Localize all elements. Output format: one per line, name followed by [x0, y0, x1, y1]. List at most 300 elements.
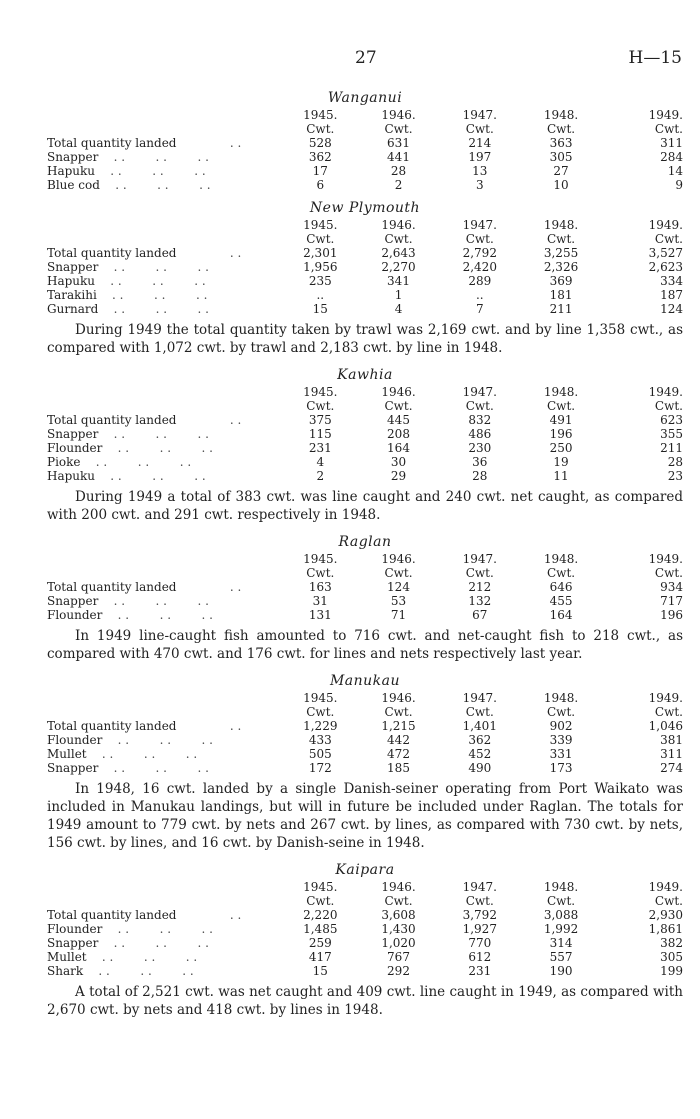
- table-row: [47, 747, 683, 761]
- table-cell: 185: [387, 761, 410, 775]
- table-cell: 3,088: [543, 908, 579, 922]
- table-cell: 2: [316, 469, 325, 483]
- row-label-text: Flounder: [47, 922, 103, 936]
- table-row: [47, 136, 683, 150]
- table-cell: 442: [387, 733, 410, 747]
- table-row: [47, 302, 683, 316]
- row-label-text: Snapper: [47, 936, 99, 950]
- unit-header: Cwt.: [654, 894, 683, 908]
- row-label: [47, 908, 283, 922]
- table-cell: 646: [549, 580, 573, 594]
- leader-dots: . .: [176, 719, 242, 733]
- year-header: 1945.: [303, 218, 338, 232]
- unit-header: Cwt.: [654, 232, 683, 246]
- year-header: 1945.: [303, 880, 338, 894]
- table-row: [47, 580, 683, 594]
- table-cell: 2,930: [648, 908, 683, 922]
- section-title: Kaipara: [335, 862, 395, 878]
- table-cell: 334: [660, 274, 683, 288]
- table-cell: 231: [308, 441, 332, 455]
- row-label-text: Shark: [47, 964, 84, 978]
- year-header-row: [47, 108, 683, 122]
- leader-dots: . .: [176, 908, 242, 922]
- year-header: 1947.: [462, 552, 497, 566]
- unit-header: Cwt.: [306, 894, 335, 908]
- row-label: [47, 608, 283, 622]
- unit-header: Cwt.: [546, 705, 576, 719]
- table-cell: 505: [308, 747, 332, 761]
- year-header: 1949.: [648, 108, 683, 122]
- section-note: A total of 2,521 cwt. was net caught and 409 cwt. line caught in 1949, as compared with 2,670 cwt. by nets and 418 cwt. by lines in 1948.: [47, 984, 683, 1018]
- table-cell: 486: [468, 427, 492, 441]
- year-header: 1946.: [381, 880, 416, 894]
- table-cell: 181: [549, 288, 573, 302]
- table-cell: 1,430: [381, 922, 416, 936]
- table-cell: 717: [660, 594, 683, 608]
- landings-table: [47, 552, 683, 622]
- table-row: [47, 761, 683, 775]
- row-label: [47, 413, 283, 427]
- table-cell: 441: [387, 150, 410, 164]
- table-cell: 17: [312, 164, 328, 178]
- table-cell: 115: [308, 427, 332, 441]
- table-cell: 172: [308, 761, 332, 775]
- year-header: 1947.: [462, 218, 497, 232]
- unit-header: Cwt.: [465, 894, 494, 908]
- table-row: [47, 594, 683, 608]
- table-row: [47, 608, 683, 622]
- table-cell: 314: [549, 936, 573, 950]
- table-cell: 339: [549, 733, 573, 747]
- unit-header: Cwt.: [384, 232, 413, 246]
- year-header: 1948.: [543, 880, 579, 894]
- row-label: [47, 150, 283, 164]
- table-row: [47, 936, 683, 950]
- table-cell: 311: [660, 747, 683, 761]
- year-header: 1948.: [543, 385, 579, 399]
- row-label-text: Total quantity landed: [47, 580, 177, 594]
- year-header: 1947.: [462, 108, 497, 122]
- leader-dots: . . . . . .: [98, 260, 209, 274]
- table-row: [47, 288, 683, 302]
- leader-dots: . . . . . .: [99, 178, 211, 192]
- row-label-text: Snapper: [47, 150, 99, 164]
- table-cell: 23: [667, 469, 683, 483]
- table-cell: 284: [660, 150, 683, 164]
- table-cell: 14: [667, 164, 683, 178]
- row-label-text: Total quantity landed: [47, 908, 177, 922]
- year-header: 1949.: [648, 218, 683, 232]
- table-cell: 7: [475, 302, 484, 316]
- section-wanganui: [47, 90, 683, 200]
- table-cell: 375: [308, 413, 332, 427]
- row-label: [47, 260, 283, 274]
- row-label: [47, 469, 283, 483]
- unit-header: Cwt.: [654, 705, 683, 719]
- table-cell: 29: [390, 469, 407, 483]
- row-label: [47, 922, 283, 936]
- table-cell: 208: [387, 427, 410, 441]
- table-cell: 341: [387, 274, 410, 288]
- table-row: [47, 908, 683, 922]
- table-cell: 1,215: [381, 719, 416, 733]
- year-header: 1946.: [381, 218, 416, 232]
- year-header: 1948.: [543, 691, 579, 705]
- year-header: 1945.: [303, 691, 338, 705]
- table-cell: 13: [472, 164, 488, 178]
- leader-dots: . . . . . .: [102, 922, 213, 936]
- leader-dots: . . . . . .: [96, 288, 208, 302]
- table-cell: 902: [549, 719, 573, 733]
- table-cell: 67: [472, 608, 488, 622]
- table-cell: 230: [468, 441, 492, 455]
- row-label-text: Gurnard: [47, 302, 99, 316]
- row-label: [47, 580, 283, 594]
- table-cell: 28: [667, 455, 683, 469]
- table-cell: 274: [660, 761, 683, 775]
- table-cell: 1,861: [648, 922, 683, 936]
- table-cell: 433: [308, 733, 332, 747]
- page-content: [47, 90, 683, 1029]
- table-cell: 528: [308, 136, 332, 150]
- table-cell: 10: [553, 178, 569, 192]
- leader-dots: . .: [176, 413, 242, 427]
- table-cell: 369: [549, 274, 573, 288]
- table-cell: 934: [660, 580, 683, 594]
- year-header: 1947.: [462, 880, 497, 894]
- leader-dots: . . . . . .: [95, 164, 206, 178]
- table-cell: 445: [387, 413, 410, 427]
- table-cell: 417: [308, 950, 332, 964]
- table-cell: 199: [660, 964, 683, 978]
- section-title: Raglan: [338, 534, 392, 550]
- leader-dots: . . . . . .: [102, 608, 213, 622]
- table-cell: 2,220: [303, 908, 338, 922]
- table-cell: 1,229: [303, 719, 338, 733]
- table-row: [47, 455, 683, 469]
- table-cell: 6: [316, 178, 325, 192]
- table-cell: 28: [472, 469, 488, 483]
- table-cell: 259: [308, 936, 332, 950]
- landings-table: [47, 880, 683, 978]
- unit-header: Cwt.: [654, 566, 683, 580]
- row-label-text: Total quantity landed: [47, 136, 177, 150]
- leader-dots: . . . . . .: [86, 747, 198, 761]
- table-cell: 211: [549, 302, 573, 316]
- row-label: [47, 136, 283, 150]
- row-label-text: Hapuku: [47, 469, 96, 483]
- row-label: [47, 441, 283, 455]
- leader-dots: . . . . . .: [86, 950, 198, 964]
- section-gap: [47, 192, 683, 200]
- table-row: [47, 150, 683, 164]
- unit-row: [47, 122, 683, 136]
- table-cell: 382: [660, 936, 683, 950]
- row-label: [47, 302, 283, 316]
- unit-header: Cwt.: [306, 566, 335, 580]
- unit-row: [47, 566, 683, 580]
- table-cell: 164: [387, 441, 410, 455]
- table-cell: 472: [387, 747, 410, 761]
- table-cell: 250: [549, 441, 573, 455]
- landings-table: [47, 108, 683, 192]
- table-cell: ..: [316, 288, 325, 302]
- unit-header: Cwt.: [306, 122, 335, 136]
- row-label-text: Blue cod: [47, 178, 100, 192]
- table-row: [47, 427, 683, 441]
- row-label-text: Snapper: [47, 761, 99, 775]
- table-cell: 832: [468, 413, 492, 427]
- leader-dots: . . . . . .: [102, 733, 213, 747]
- year-header: 1946.: [381, 108, 416, 122]
- row-label: [47, 761, 283, 775]
- leader-dots: . .: [176, 136, 242, 150]
- table-cell: 2,420: [462, 260, 497, 274]
- table-cell: 212: [468, 580, 492, 594]
- leader-dots: . . . . . .: [80, 455, 192, 469]
- row-label-text: Total quantity landed: [47, 413, 177, 427]
- row-label: [47, 178, 283, 192]
- row-label-text: Mullet: [47, 950, 87, 964]
- unit-header: Cwt.: [465, 399, 494, 413]
- row-label-text: Snapper: [47, 594, 99, 608]
- table-row: [47, 274, 683, 288]
- year-header: 1945.: [303, 552, 338, 566]
- leader-dots: . . . . . .: [95, 469, 206, 483]
- table-cell: 3,608: [381, 908, 416, 922]
- row-label-text: Pioke: [47, 455, 81, 469]
- table-cell: ..: [475, 288, 484, 302]
- row-label: [47, 964, 283, 978]
- unit-row: [47, 705, 683, 719]
- row-label-text: Mullet: [47, 747, 87, 761]
- table-cell: 163: [308, 580, 332, 594]
- table-cell: 30: [390, 455, 407, 469]
- unit-header: Cwt.: [465, 122, 494, 136]
- unit-header: Cwt.: [465, 566, 494, 580]
- row-label-text: Snapper: [47, 427, 99, 441]
- row-label-text: Total quantity landed: [47, 246, 177, 260]
- table-cell: 190: [549, 964, 573, 978]
- table-row: [47, 246, 683, 260]
- unit-header: Cwt.: [465, 705, 494, 719]
- leader-dots: . . . . . .: [95, 274, 206, 288]
- table-cell: 132: [468, 594, 492, 608]
- unit-row: [47, 894, 683, 908]
- unit-header: Cwt.: [306, 232, 335, 246]
- year-header: 1946.: [381, 691, 416, 705]
- table-row: [47, 260, 683, 274]
- table-cell: 19: [553, 455, 569, 469]
- row-label-text: Total quantity landed: [47, 719, 177, 733]
- year-header: 1946.: [381, 552, 416, 566]
- landings-table: [47, 691, 683, 775]
- table-cell: 305: [549, 150, 573, 164]
- table-cell: 557: [549, 950, 573, 964]
- table-cell: 381: [660, 733, 683, 747]
- leader-dots: . . . . . .: [98, 594, 209, 608]
- table-cell: 305: [660, 950, 683, 964]
- row-label: [47, 427, 283, 441]
- row-label: [47, 733, 283, 747]
- leader-dots: . . . . . .: [102, 441, 213, 455]
- table-cell: 491: [549, 413, 573, 427]
- table-cell: 173: [549, 761, 573, 775]
- table-cell: 214: [468, 136, 492, 150]
- table-cell: 187: [660, 288, 683, 302]
- section-note: During 1949 a total of 383 cwt. was line caught and 240 cwt. net caught, as compared with 200 cwt. and 291 cwt. respectively in 1948.: [47, 489, 683, 523]
- year-header-row: [47, 552, 683, 566]
- table-row: [47, 950, 683, 964]
- leader-dots: . . . . . .: [98, 427, 209, 441]
- table-cell: 53: [390, 594, 407, 608]
- row-label: [47, 164, 283, 178]
- year-header: 1948.: [543, 218, 579, 232]
- table-cell: 1,485: [303, 922, 338, 936]
- year-header-row: [47, 691, 683, 705]
- year-header: 1949.: [648, 552, 683, 566]
- unit-header: Cwt.: [384, 399, 413, 413]
- table-cell: 2,643: [381, 246, 416, 260]
- table-cell: 235: [308, 274, 332, 288]
- row-label-text: Hapuku: [47, 274, 96, 288]
- unit-header: Cwt.: [465, 232, 494, 246]
- row-label: [47, 719, 283, 733]
- section-title: Wanganui: [327, 90, 403, 106]
- row-label: [47, 455, 283, 469]
- unit-header: Cwt.: [654, 399, 683, 413]
- table-cell: 3: [475, 178, 484, 192]
- table-cell: 124: [387, 580, 410, 594]
- table-cell: 4: [316, 455, 325, 469]
- table-cell: 1,956: [303, 260, 338, 274]
- section-manukau: [47, 673, 683, 852]
- unit-header: Cwt.: [384, 894, 413, 908]
- section-note: During 1949 the total quantity taken by trawl was 2,169 cwt. and by line 1,358 cwt., as compared with 1,072 cwt. by trawl and 2,183 cwt. by line in 1948.: [47, 322, 683, 356]
- table-cell: 197: [468, 150, 492, 164]
- table-cell: 490: [468, 761, 492, 775]
- table-cell: 3,792: [462, 908, 497, 922]
- table-cell: 767: [387, 950, 410, 964]
- row-label-text: Tarakihi: [47, 288, 97, 302]
- table-cell: 362: [468, 733, 492, 747]
- year-header: 1949.: [648, 385, 683, 399]
- year-header: 1945.: [303, 385, 338, 399]
- year-header: 1949.: [648, 880, 683, 894]
- table-row: [47, 413, 683, 427]
- table-cell: 362: [308, 150, 332, 164]
- section-title: Manukau: [329, 673, 401, 689]
- table-cell: 2: [394, 178, 403, 192]
- leader-dots: . .: [176, 580, 242, 594]
- table-cell: 355: [660, 427, 683, 441]
- document-code: H—15: [628, 48, 682, 68]
- table-cell: 631: [387, 136, 410, 150]
- unit-header: Cwt.: [306, 399, 335, 413]
- unit-header: Cwt.: [306, 705, 335, 719]
- unit-header: Cwt.: [384, 122, 413, 136]
- section-note: In 1949 line-caught fish amounted to 716 cwt. and net-caught fish to 218 cwt., as compared with 470 cwt. and 176 cwt. for lines and nets respectively last year.: [47, 628, 683, 662]
- table-cell: 31: [312, 594, 328, 608]
- year-header: 1948.: [543, 108, 579, 122]
- table-cell: 292: [387, 964, 410, 978]
- table-cell: 15: [312, 302, 328, 316]
- table-cell: 2,623: [648, 260, 683, 274]
- leader-dots: . . . . . .: [83, 964, 194, 978]
- leader-dots: . . . . . .: [98, 150, 209, 164]
- year-header-row: [47, 880, 683, 894]
- year-header: 1949.: [648, 691, 683, 705]
- unit-header: Cwt.: [384, 705, 413, 719]
- table-row: [47, 469, 683, 483]
- table-cell: 623: [660, 413, 683, 427]
- unit-row: [47, 232, 683, 246]
- leader-dots: . . . . . .: [98, 936, 209, 950]
- row-label: [47, 950, 283, 964]
- table-cell: 164: [549, 608, 573, 622]
- table-cell: 455: [549, 594, 573, 608]
- table-cell: 124: [660, 302, 683, 316]
- unit-header: Cwt.: [546, 894, 576, 908]
- table-row: [47, 441, 683, 455]
- section-kawhia: [47, 367, 683, 524]
- leader-dots: . . . . . .: [98, 302, 209, 316]
- landings-table: [47, 385, 683, 483]
- table-cell: 27: [553, 164, 569, 178]
- table-cell: 1: [394, 288, 403, 302]
- table-cell: 28: [390, 164, 407, 178]
- year-header: 1945.: [303, 108, 338, 122]
- unit-header: Cwt.: [546, 399, 576, 413]
- table-cell: 36: [472, 455, 488, 469]
- landings-table: [47, 218, 683, 316]
- row-label-text: Flounder: [47, 441, 103, 455]
- table-cell: 1,401: [462, 719, 497, 733]
- unit-header: Cwt.: [384, 566, 413, 580]
- table-row: [47, 164, 683, 178]
- table-cell: 2,326: [543, 260, 579, 274]
- year-header-row: [47, 385, 683, 399]
- table-row: [47, 733, 683, 747]
- leader-dots: . .: [176, 246, 242, 260]
- year-header: 1947.: [462, 385, 497, 399]
- table-cell: 612: [468, 950, 492, 964]
- table-cell: 231: [468, 964, 492, 978]
- table-cell: 331: [549, 747, 573, 761]
- table-cell: 2,792: [462, 246, 497, 260]
- table-cell: 131: [308, 608, 332, 622]
- year-header: 1947.: [462, 691, 497, 705]
- year-header: 1946.: [381, 385, 416, 399]
- table-row: [47, 922, 683, 936]
- table-cell: 289: [468, 274, 492, 288]
- leader-dots: . . . . . .: [98, 761, 209, 775]
- table-cell: 15: [312, 964, 328, 978]
- unit-header: Cwt.: [546, 232, 576, 246]
- row-label-text: Hapuku: [47, 164, 96, 178]
- section-raglan: [47, 534, 683, 663]
- table-cell: 311: [660, 136, 683, 150]
- table-cell: 3,527: [648, 246, 683, 260]
- table-row: [47, 719, 683, 733]
- table-cell: 2,270: [381, 260, 416, 274]
- year-header: 1948.: [543, 552, 579, 566]
- section-title: Kawhia: [337, 367, 393, 383]
- section-kaipara: [47, 862, 683, 1019]
- row-label: [47, 594, 283, 608]
- table-cell: 363: [549, 136, 573, 150]
- table-cell: 2,301: [303, 246, 338, 260]
